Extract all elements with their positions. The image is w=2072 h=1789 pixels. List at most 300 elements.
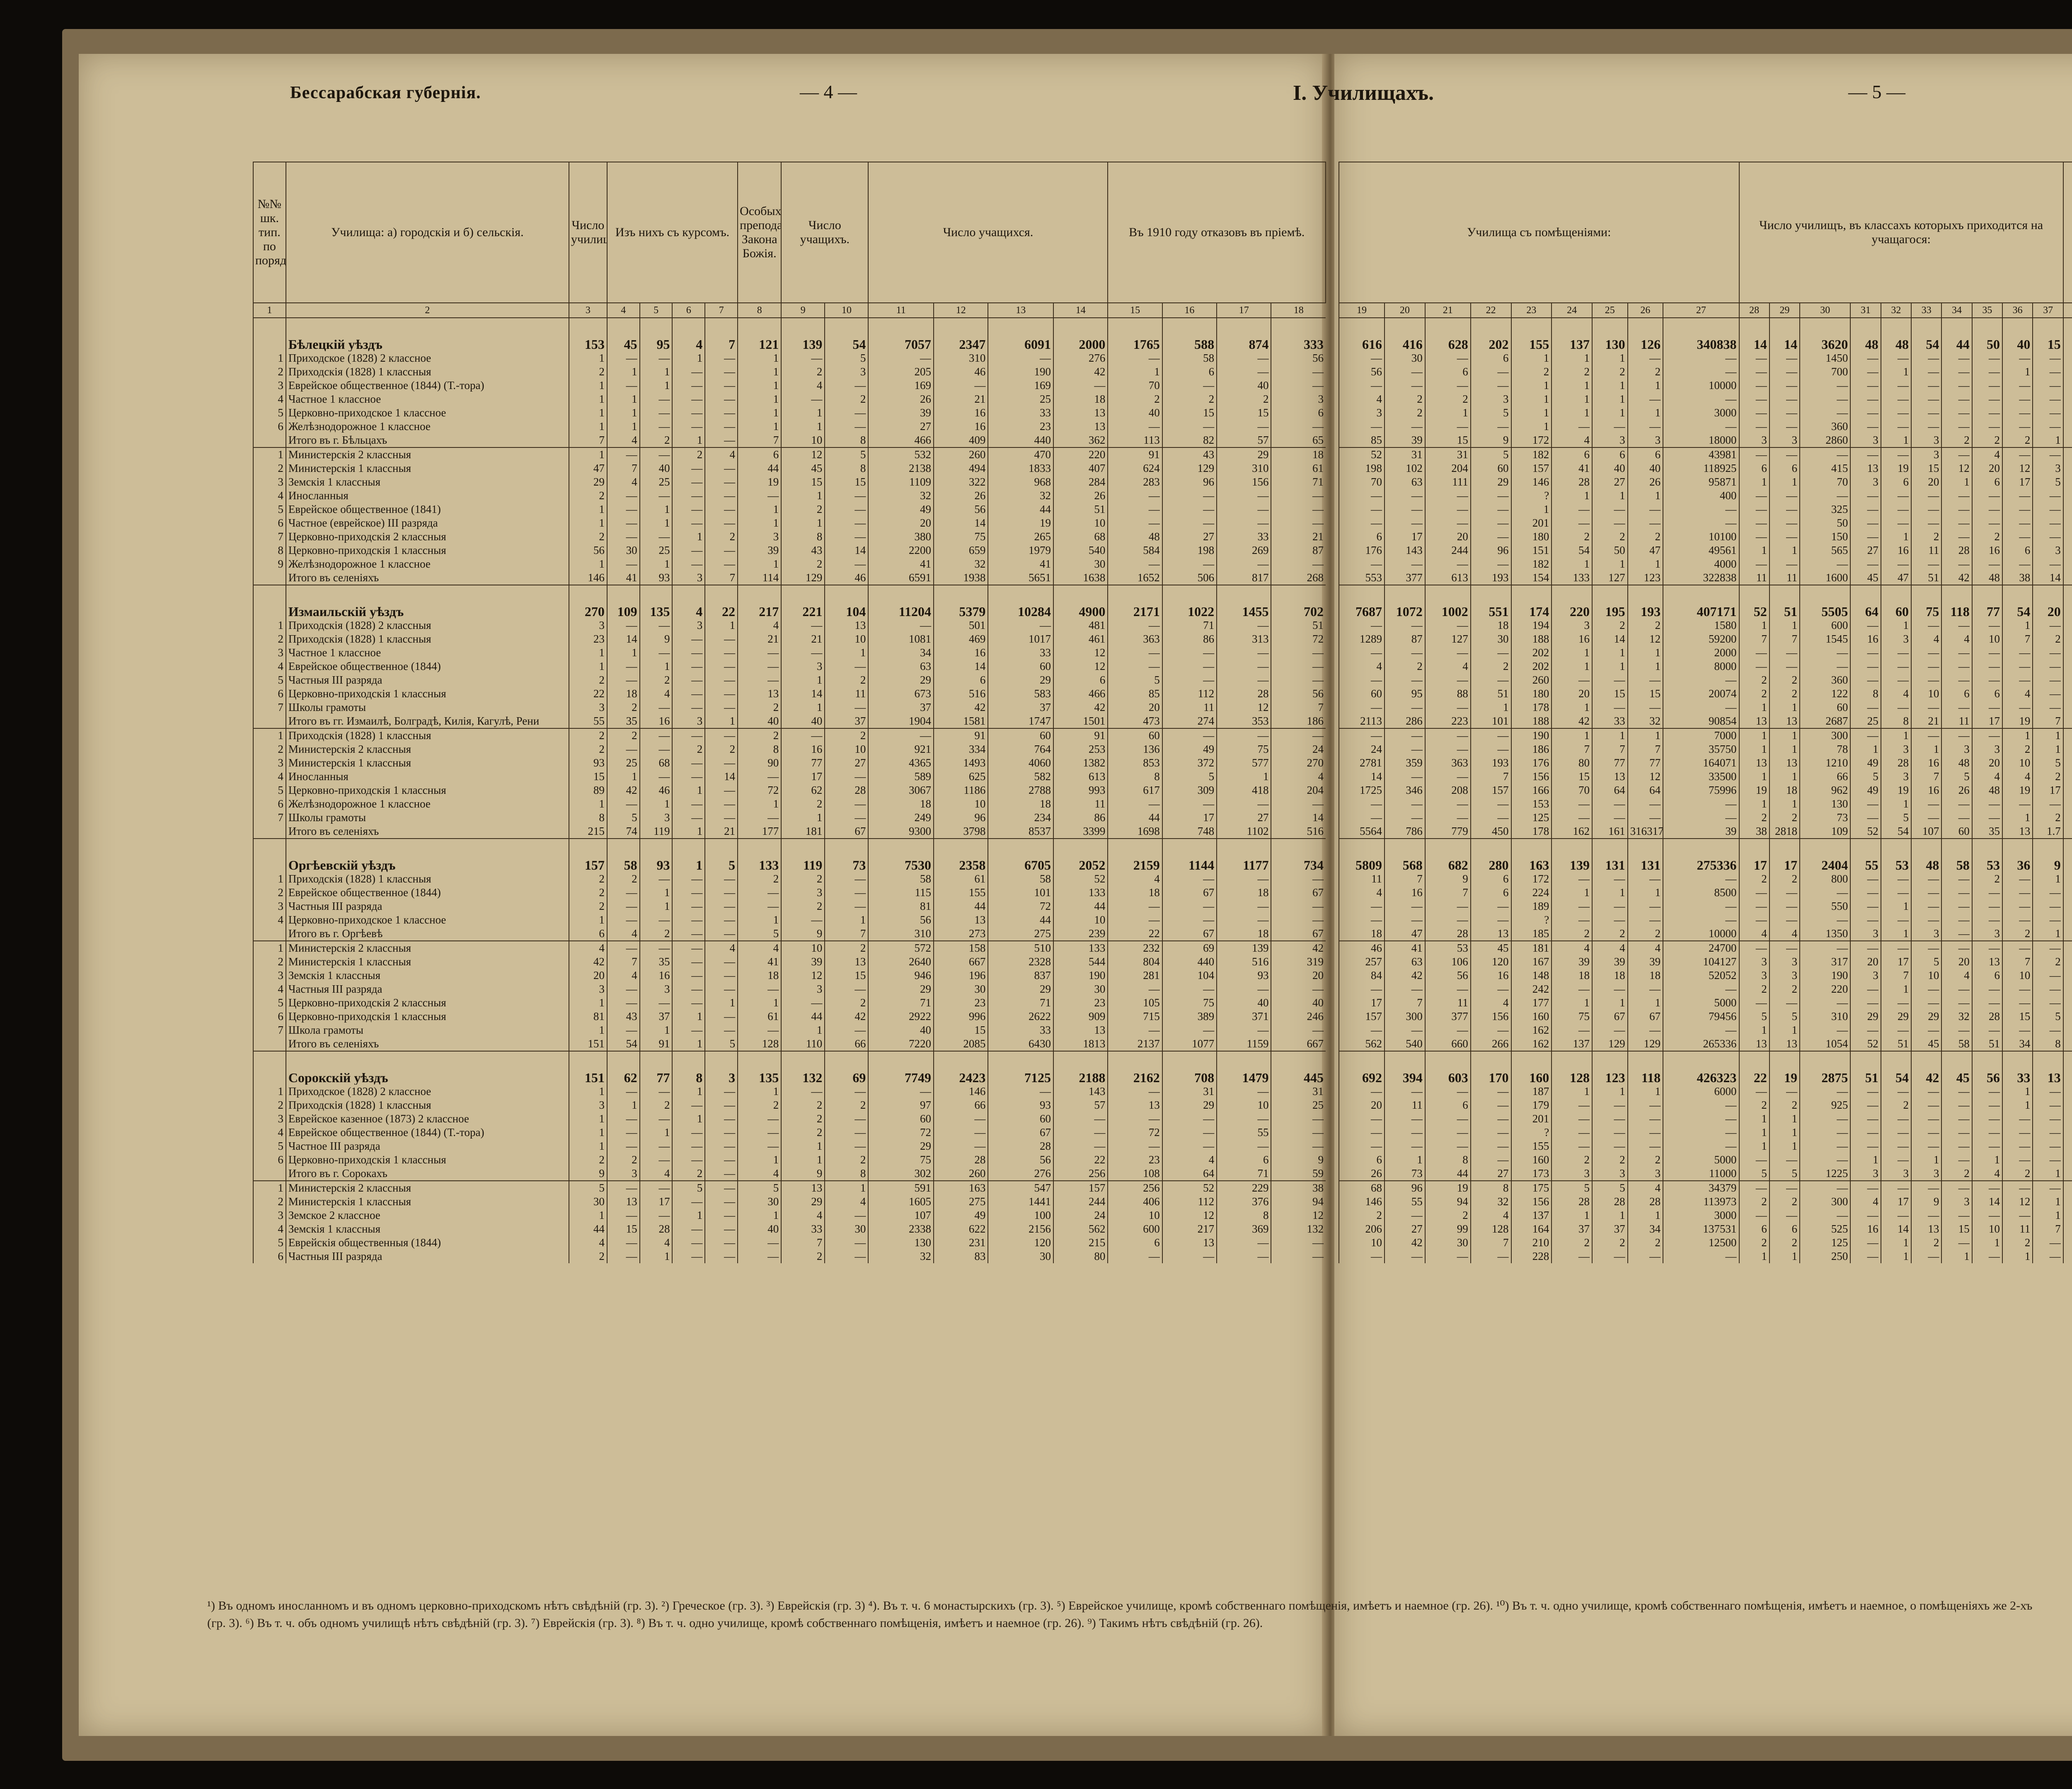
table-cell: —: [1552, 872, 1592, 886]
left-table-row: [253, 1167, 1326, 1181]
table-cell: 5: [1108, 673, 1162, 687]
table-cell: 172: [1511, 433, 1552, 447]
table-cell: —: [1800, 886, 1850, 899]
table-cell: —: [1739, 420, 1769, 433]
table-cell: 2: [1592, 1236, 1628, 1250]
table-cell: 27: [1385, 1222, 1425, 1236]
row-number: 4: [253, 660, 286, 673]
table-cell: [2063, 447, 2072, 462]
table-cell: —: [1663, 982, 1739, 996]
table-cell: —: [705, 899, 738, 913]
table-cell: —: [1800, 557, 1850, 571]
table-cell: 494: [934, 462, 988, 475]
table-cell: [2063, 872, 2072, 886]
table-cell: 151: [569, 1037, 607, 1051]
table-cell: 4: [1162, 1153, 1217, 1167]
table-cell: 75: [1162, 996, 1217, 1010]
table-cell: 1: [1850, 742, 1881, 756]
table-cell: [2063, 1139, 2072, 1153]
table-cell: 1: [2002, 1098, 2033, 1112]
table-cell: 17: [1769, 839, 1800, 872]
table-cell: 2: [1739, 982, 1769, 996]
table-cell: —: [825, 503, 868, 516]
table-cell: —: [1425, 1085, 1471, 1098]
table-cell: 516: [934, 687, 988, 701]
table-cell: 5: [1769, 1167, 1800, 1181]
table-cell: 31: [1385, 447, 1425, 462]
table-cell: —: [1271, 899, 1326, 913]
table-cell: 15: [934, 1023, 988, 1037]
table-cell: —: [1592, 797, 1628, 811]
table-cell: 2: [2002, 1167, 2033, 1181]
right-statistics-table: [1339, 162, 2072, 1263]
table-cell: 440: [1162, 955, 1217, 969]
table-cell: 160: [1511, 1010, 1552, 1023]
table-cell: 33: [988, 646, 1053, 660]
table-cell: 223: [1425, 714, 1471, 728]
right-table-row: [1339, 1250, 2072, 1263]
table-cell: —: [672, 365, 705, 379]
table-cell: —: [1941, 447, 1972, 462]
row-number: [253, 839, 286, 872]
row-number: 5: [253, 1236, 286, 1250]
school-type-label: Приходскія (1828) 1 классныя: [286, 872, 569, 886]
table-cell: —: [1425, 982, 1471, 996]
table-cell: —: [1162, 1139, 1217, 1153]
table-cell: —: [1592, 811, 1628, 824]
row-number: 3: [253, 756, 286, 770]
table-cell: 2: [825, 1098, 868, 1112]
table-cell: —: [1271, 660, 1326, 673]
table-cell: 1: [569, 1023, 607, 1037]
table-cell: —: [1850, 728, 1881, 742]
table-cell: —: [1425, 770, 1471, 783]
row-number: 6: [253, 516, 286, 530]
table-cell: 1225: [1800, 1167, 1850, 1181]
table-cell: 16: [1552, 632, 1592, 646]
table-cell: 1: [738, 1085, 781, 1098]
table-cell: —: [1162, 420, 1217, 433]
table-cell: —: [1217, 797, 1271, 811]
table-cell: 10: [1053, 516, 1108, 530]
table-cell: 2: [1217, 392, 1271, 406]
table-cell: 1: [607, 646, 640, 660]
table-cell: 20: [2033, 585, 2063, 619]
table-cell: 54: [607, 1037, 640, 1051]
table-cell: —: [607, 530, 640, 544]
table-cell: 18: [1217, 886, 1271, 899]
table-cell: 13: [1972, 955, 2002, 969]
table-cell: —: [1941, 996, 1972, 1010]
table-cell: 52: [1739, 585, 1769, 619]
table-cell: 69: [1162, 941, 1217, 955]
table-cell: —: [1628, 899, 1663, 913]
table-cell: 2: [1911, 530, 1941, 544]
table-cell: 2: [738, 728, 781, 742]
table-cell: 1: [1552, 701, 1592, 714]
table-cell: 5: [569, 1181, 607, 1195]
table-cell: 50: [1972, 318, 2002, 351]
table-cell: —: [705, 1209, 738, 1222]
table-cell: 1: [1552, 886, 1592, 899]
row-number: 2: [253, 1195, 286, 1209]
table-cell: 29: [1850, 1010, 1881, 1023]
table-cell: 1: [1552, 406, 1592, 420]
table-cell: 968: [988, 475, 1053, 489]
right-table-row: [1339, 1098, 2072, 1112]
table-cell: 161: [1592, 824, 1628, 839]
table-cell: 1: [781, 811, 825, 824]
table-cell: 2: [705, 530, 738, 544]
left-table-row: [253, 1139, 1326, 1153]
table-cell: 204: [1425, 462, 1471, 475]
table-cell: —: [1972, 660, 2002, 673]
table-cell: 1: [640, 886, 673, 899]
table-cell: —: [1739, 365, 1769, 379]
row-number: 3: [253, 475, 286, 489]
left-table-row: [253, 1222, 1326, 1236]
table-cell: 48: [1108, 530, 1162, 544]
table-cell: 33: [781, 1222, 825, 1236]
table-cell: 1: [607, 365, 640, 379]
table-cell: —: [705, 1222, 738, 1236]
table-cell: 1: [1769, 1112, 1800, 1126]
table-cell: —: [1800, 996, 1850, 1010]
table-cell: 265336: [1663, 1037, 1739, 1051]
table-cell: 156: [1511, 1195, 1552, 1209]
table-cell: —: [1162, 913, 1217, 927]
table-cell: 20: [1911, 475, 1941, 489]
table-cell: 12: [2002, 1195, 2033, 1209]
table-cell: 1177: [1217, 839, 1271, 872]
table-cell: 35: [640, 955, 673, 969]
table-cell: 18: [1339, 927, 1385, 941]
table-cell: —: [781, 728, 825, 742]
table-cell: 13: [1592, 770, 1628, 783]
table-cell: —: [1217, 1085, 1271, 1098]
table-cell: —: [672, 1139, 705, 1153]
left-column-number: 7: [705, 303, 738, 318]
table-cell: 4: [1911, 632, 1941, 646]
table-cell: 15: [1425, 433, 1471, 447]
table-cell: —: [1800, 1126, 1850, 1139]
table-cell: 1: [781, 1139, 825, 1153]
table-cell: —: [1628, 516, 1663, 530]
table-cell: 49: [934, 1209, 988, 1222]
table-cell: —: [1800, 1139, 1850, 1153]
table-cell: —: [705, 632, 738, 646]
table-cell: 3: [1271, 392, 1326, 406]
table-cell: 78: [1800, 742, 1850, 756]
table-cell: —: [705, 1126, 738, 1139]
right-table-row: [1339, 1112, 2072, 1126]
table-cell: 139: [781, 318, 825, 351]
table-cell: 17: [640, 1195, 673, 1209]
table-cell: 4: [607, 433, 640, 447]
table-cell: 3: [1628, 433, 1663, 447]
table-cell: 126: [1628, 318, 1663, 351]
section-title: I.: [1293, 81, 1307, 105]
table-cell: 15: [2002, 1010, 2033, 1023]
table-cell: 1: [1628, 379, 1663, 392]
table-cell: 2: [781, 1098, 825, 1112]
table-cell: —: [2033, 673, 2063, 687]
table-cell: —: [672, 1023, 705, 1037]
table-cell: 37: [1592, 1222, 1628, 1236]
table-cell: —: [672, 1098, 705, 1112]
table-cell: —: [1850, 1126, 1881, 1139]
table-cell: 47: [1881, 571, 1911, 585]
table-cell: 162: [1511, 1037, 1552, 1051]
table-cell: 91: [934, 728, 988, 742]
row-number: 4: [253, 982, 286, 996]
table-cell: 2: [1769, 687, 1800, 701]
table-cell: —: [1769, 646, 1800, 660]
table-cell: 40: [2002, 318, 2033, 351]
table-cell: 6: [569, 927, 607, 941]
table-cell: —: [1271, 1250, 1326, 1263]
row-number: 8: [253, 544, 286, 557]
table-cell: 196: [934, 969, 988, 982]
table-cell: 1: [569, 1139, 607, 1153]
table-cell: 3000: [1663, 1209, 1739, 1222]
table-cell: 112: [1162, 687, 1217, 701]
table-cell: 1: [1628, 646, 1663, 660]
table-cell: 30: [988, 1250, 1053, 1263]
table-cell: —: [1425, 673, 1471, 687]
table-cell: 13: [1739, 756, 1769, 770]
table-cell: 181: [1511, 941, 1552, 955]
table-cell: —: [672, 1195, 705, 1209]
table-cell: 4: [781, 379, 825, 392]
table-cell: 3399: [1053, 824, 1108, 839]
right-table-row: [1339, 318, 2072, 351]
table-cell: 1: [569, 1085, 607, 1098]
table-cell: —: [1911, 701, 1941, 714]
table-cell: 231: [934, 1236, 988, 1250]
table-cell: 19: [988, 516, 1053, 530]
table-cell: —: [1850, 557, 1881, 571]
table-cell: 7: [1471, 1236, 1511, 1250]
table-cell: 189: [1511, 899, 1552, 913]
right-table-row: [1339, 811, 2072, 824]
table-cell: 67: [1162, 927, 1217, 941]
table-cell: —: [672, 756, 705, 770]
table-cell: 7: [1739, 632, 1769, 646]
table-cell: 6: [1769, 462, 1800, 475]
table-cell: 113973: [1663, 1195, 1739, 1209]
table-cell: —: [868, 351, 934, 365]
table-cell: 9: [1271, 1153, 1326, 1167]
table-cell: 1441: [988, 1195, 1053, 1209]
school-type-label: Приходскія (1828) 1 классныя: [286, 632, 569, 646]
table-cell: 360: [1800, 673, 1850, 687]
table-cell: 407: [1053, 462, 1108, 475]
table-cell: 12: [781, 447, 825, 462]
table-cell: 2085: [934, 1037, 988, 1051]
table-cell: —: [1385, 1023, 1425, 1037]
table-cell: —: [781, 646, 825, 660]
right-table-row: [1339, 1010, 2072, 1023]
table-cell: 14: [934, 660, 988, 673]
table-cell: 80: [1053, 1250, 1108, 1263]
table-cell: —: [1769, 516, 1800, 530]
left-column-number: 3: [569, 303, 607, 318]
table-cell: 2: [2033, 811, 2063, 824]
left-table-row: [253, 318, 1326, 351]
table-cell: —: [2033, 996, 2063, 1010]
table-cell: 11: [1769, 571, 1800, 585]
row-number: 3: [253, 1112, 286, 1126]
left-column-header: №№ шк. тип. по поряд: [253, 162, 286, 303]
table-cell: —: [1800, 379, 1850, 392]
table-cell: —: [1972, 982, 2002, 996]
row-number: 4: [253, 1222, 286, 1236]
table-cell: —: [1941, 557, 1972, 571]
table-cell: —: [1425, 351, 1471, 365]
table-cell: 47: [1628, 544, 1663, 557]
table-cell: [2063, 406, 2072, 420]
left-table-row: [253, 899, 1326, 913]
table-cell: —: [1739, 392, 1769, 406]
table-cell: 6: [1739, 1222, 1769, 1236]
table-cell: —: [1471, 1085, 1511, 1098]
table-cell: ?: [1511, 913, 1552, 927]
table-cell: —: [1628, 982, 1663, 996]
table-cell: 2: [1769, 1098, 1800, 1112]
table-cell: —: [1881, 673, 1911, 687]
table-cell: 18: [1592, 969, 1628, 982]
table-cell: —: [1271, 1139, 1326, 1153]
table-cell: 2: [1769, 1195, 1800, 1209]
table-cell: —: [738, 886, 781, 899]
table-cell: —: [1941, 503, 1972, 516]
table-cell: [2063, 1209, 2072, 1222]
footnote-line: (гр. 3). ⁶) Въ т. ч. объ одномъ училищѣ нѣтъ свѣдѣній (гр. 3). ⁷) Еврейскія (гр. 3). ⁸) Въ т. ч. одно училище, кромѣ собственнаго помѣщенія, имѣетъ и наемное (гр. 26). ⁹) Такимъ нѣтъ свѣдѣній (гр. 26).: [207, 1616, 1263, 1630]
table-cell: 8: [781, 530, 825, 544]
table-cell: —: [1850, 899, 1881, 913]
school-type-label: Министерскія 2 классныя: [286, 1181, 569, 1195]
right-table-row: [1339, 420, 2072, 433]
table-cell: [2063, 811, 2072, 824]
table-cell: 3: [1552, 1167, 1592, 1181]
table-cell: 1: [1881, 899, 1911, 913]
table-cell: —: [1385, 489, 1425, 503]
table-cell: —: [1628, 1126, 1663, 1139]
table-cell: —: [1739, 516, 1769, 530]
table-cell: 44: [1941, 318, 1972, 351]
table-cell: 129: [1162, 462, 1217, 475]
table-cell: 33500: [1663, 770, 1739, 783]
table-cell: 21: [781, 632, 825, 646]
table-cell: 16: [640, 714, 673, 728]
table-cell: —: [705, 1112, 738, 1126]
table-cell: 20: [1108, 701, 1162, 714]
table-cell: —: [1663, 811, 1739, 824]
table-cell: —: [1471, 503, 1511, 516]
table-cell: 5: [1739, 1010, 1769, 1023]
table-cell: 114: [738, 571, 781, 585]
table-cell: —: [1339, 673, 1385, 687]
table-cell: 253: [1053, 742, 1108, 756]
table-cell: 96: [1385, 1181, 1425, 1195]
table-cell: —: [1972, 701, 2002, 714]
table-cell: —: [825, 1112, 868, 1126]
school-type-label: Церковно-приходское 1 классное: [286, 913, 569, 927]
table-cell: 5000: [1663, 1153, 1739, 1167]
table-cell: 2: [1511, 365, 1552, 379]
table-cell: 18000: [1663, 433, 1739, 447]
table-cell: [2063, 646, 2072, 660]
table-cell: —: [1941, 701, 1972, 714]
table-cell: 15: [825, 969, 868, 982]
table-cell: 445: [1271, 1051, 1326, 1085]
table-cell: —: [1911, 1023, 1941, 1037]
right-table-row: [1339, 714, 2072, 728]
table-cell: —: [705, 351, 738, 365]
right-column-numbers-row: [1339, 303, 2072, 318]
table-cell: —: [1385, 701, 1425, 714]
table-cell: —: [738, 673, 781, 687]
table-cell: —: [640, 1209, 673, 1222]
table-cell: —: [1850, 1209, 1881, 1222]
table-cell: —: [1911, 516, 1941, 530]
table-cell: 47: [1385, 927, 1425, 941]
table-cell: [2063, 783, 2072, 797]
table-cell: 12: [1941, 462, 1972, 475]
table-cell: 72: [738, 783, 781, 797]
table-cell: 20: [1850, 955, 1881, 969]
right-table-row: [1339, 839, 2072, 872]
table-cell: 622: [934, 1222, 988, 1236]
table-cell: 175: [1511, 1181, 1552, 1195]
left-table-body: [253, 318, 1326, 1263]
table-cell: —: [640, 406, 673, 420]
table-cell: 1: [569, 351, 607, 365]
table-cell: 800: [1800, 872, 1850, 886]
table-cell: 8: [738, 742, 781, 756]
table-cell: —: [607, 447, 640, 462]
table-cell: 2: [825, 392, 868, 406]
table-cell: 1: [1511, 392, 1552, 406]
table-cell: 7: [738, 433, 781, 447]
table-cell: 17: [1881, 1195, 1911, 1209]
table-cell: 16: [640, 969, 673, 982]
table-cell: 4: [607, 969, 640, 982]
table-cell: —: [934, 379, 988, 392]
table-cell: 51: [1271, 619, 1326, 632]
table-cell: 1.7: [2033, 824, 2063, 839]
row-number: 7: [253, 701, 286, 714]
table-cell: 19: [1769, 1051, 1800, 1085]
left-column-header: Въ 1910 году отказовъ въ пріемѣ.: [1108, 162, 1326, 303]
table-cell: 195: [1592, 585, 1628, 619]
table-cell: 73: [825, 839, 868, 872]
table-cell: —: [672, 899, 705, 913]
table-cell: 180: [1511, 530, 1552, 544]
table-cell: —: [934, 1139, 988, 1153]
row-number: 1: [253, 447, 286, 462]
table-cell: —: [672, 516, 705, 530]
table-cell: 137: [1552, 318, 1592, 351]
table-cell: 764: [988, 742, 1053, 756]
table-cell: 4: [781, 1209, 825, 1222]
table-cell: —: [1850, 1098, 1881, 1112]
table-cell: 42: [934, 701, 988, 714]
table-cell: 13: [1850, 462, 1881, 475]
table-cell: 42: [1911, 1051, 1941, 1085]
table-cell: [2063, 530, 2072, 544]
